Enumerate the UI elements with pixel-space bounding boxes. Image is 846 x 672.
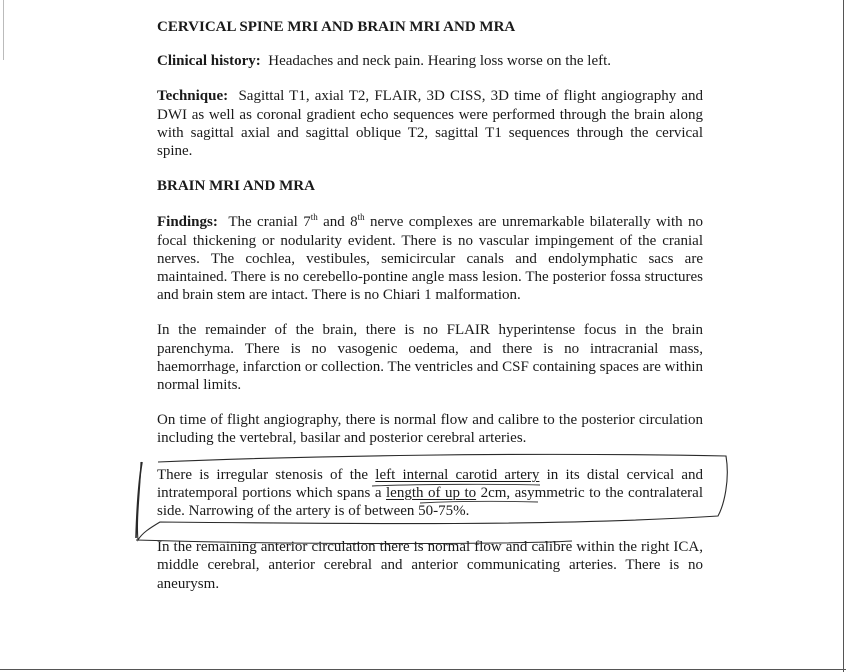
findings-text-b: and 8 [317, 214, 358, 231]
scan-edge-bottom [0, 669, 846, 670]
stenosis-text-1: There is irregular stenosis of the [157, 466, 376, 483]
stenosis-underlined-length: length of up to [386, 484, 477, 501]
findings-label: Findings: [157, 214, 218, 231]
findings-text-a: The cranial 7 [228, 214, 311, 231]
scan-edge-left [3, 0, 4, 60]
superscript-th-2: th [357, 212, 365, 223]
clinical-history [157, 52, 703, 70]
clinical-history-text: Headaches and neck pain. Hearing loss worse on the left. [268, 53, 612, 70]
anterior-paragraph: In the remaining anterior circulation there is normal flow and calibre within the right ICA, middle cerebral, anterior cerebral and anterior communicating arteries. There is no aneurysm. [157, 539, 703, 592]
stenosis-text-2: in its distal cervical and intratemporal portions which spans a [157, 466, 703, 501]
stenosis-underlined-artery: left internal carotid artery [375, 466, 540, 483]
stenosis-paragraph [157, 466, 703, 521]
technique-paragraph [157, 87, 703, 160]
clinical-history-label: Clinical history: [157, 53, 261, 70]
report-body [157, 14, 703, 593]
findings-text-c: nerve complexes are unremarkable bilaterally with no focal thickening or nodularity evident. There is no vascular impingement of the cranial nerves. The cochlea, vestibules, semicircular canals and endolymphatic sacs are maintained. There is no cerebello-pontine angle mass lesion. The posterior fossa structures and brain stem are intact. There is no Chiari 1 malformation. [157, 214, 703, 304]
technique-label: Technique: [157, 88, 229, 105]
report-title: CERVICAL SPINE MRI AND BRAIN MRI AND MRA [157, 19, 516, 35]
tof-paragraph: On time of flight angiography, there is normal flow and calibre to the posterior circulation including the vertebral, basilar and posterior cerebral arteries. [157, 412, 703, 447]
findings-paragraph [157, 213, 703, 304]
technique-text: Sagittal T1, axial T2, FLAIR, 3D CISS, 3D time of flight angiography and DWI as well as coronal gradient echo sequences were performed through the brain along with sagittal axial and sagittal oblique T2, sagittal T1 sequences through the cervical spine. [157, 88, 703, 160]
section-heading-brain: BRAIN MRI AND MRA [157, 178, 315, 195]
remainder-paragraph: In the remainder of the brain, there is no FLAIR hyperintense focus in the brain parenchyma. There is no vasogenic oedema, and there is no intracranial mass, haemorrhage, infarction or collection. The ventricles and CSF containing spaces are within normal limits. [157, 322, 703, 394]
stenosis-text-3: 2cm, asymmetric to the contralateral side. Narrowing of the artery is of between 50-75%. [157, 484, 703, 520]
scan-edge-right [843, 0, 844, 672]
superscript-th-1: th [310, 212, 318, 223]
hand-drawn-left-stroke [136, 462, 142, 538]
